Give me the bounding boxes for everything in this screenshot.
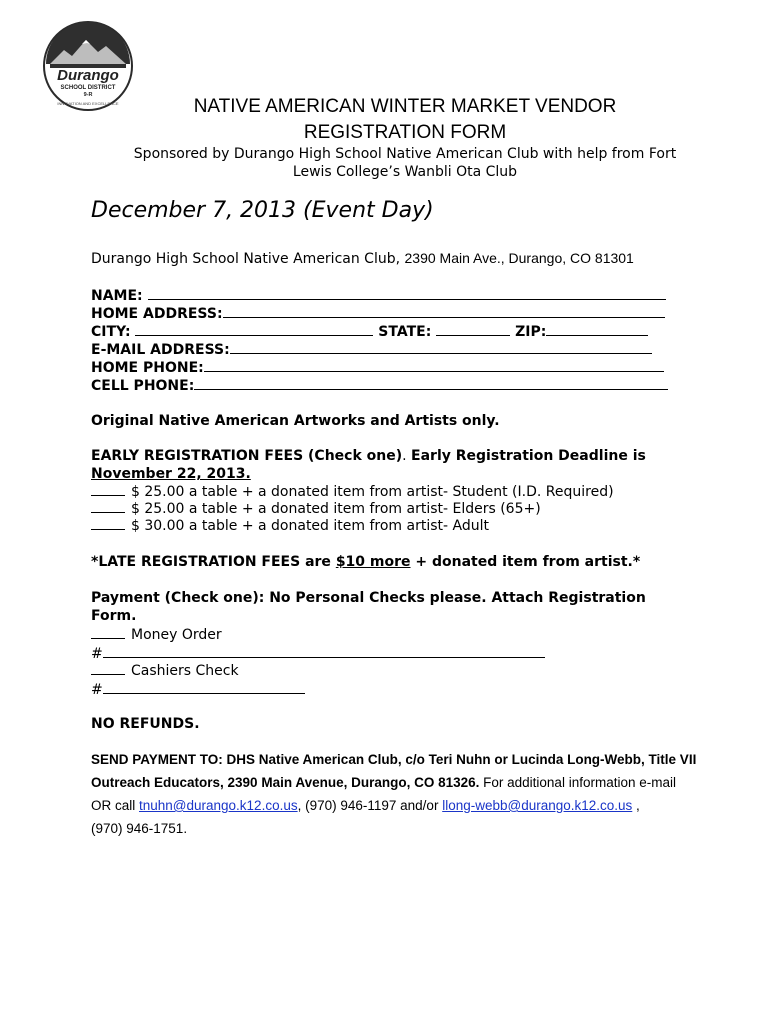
early-option-elders: [91, 500, 541, 518]
logo-name: Durango: [57, 67, 119, 84]
send-line3: [91, 794, 701, 817]
cashiers-check-label: Cashiers Check: [131, 663, 239, 679]
name-field: [91, 285, 666, 305]
sponsor-line1: Sponsored by Durango High School Native American Club with help from Fort: [133, 146, 677, 162]
payment-heading-line2: Form.: [91, 608, 137, 624]
early-option-elders-checkline[interactable]: [91, 500, 125, 513]
artworks-note: Original Native American Artworks and Artists only.: [91, 413, 500, 429]
zip-label: ZIP:: [510, 324, 547, 340]
logo-line1: SCHOOL DISTRICT: [60, 85, 116, 91]
send-bold-line2: Outreach Educators, 2390 Main Avenue, Durango, CO 81326.: [91, 775, 480, 790]
money-order-hash: #: [91, 646, 103, 662]
late-registration: [91, 553, 640, 571]
event-day: December 7, 2013 (Event Day): [91, 198, 434, 223]
club-street: 2390 Main Ave., Durango, CO 81301: [404, 250, 634, 266]
name-input-line[interactable]: [148, 285, 666, 300]
sponsor-line2: Lewis College’s Wanbli Ota Club: [292, 164, 518, 180]
form-title-line1: NATIVE AMERICAN WINTER MARKET VENDOR: [193, 96, 617, 117]
city-state-zip-field: [91, 321, 648, 341]
send-payment-block: [91, 748, 701, 840]
logo-motto: INNOVATION AND EXCELLENCE: [57, 101, 119, 106]
send-phone2: (970) 946-1751.: [91, 821, 188, 836]
late-amount: $10 more: [335, 554, 411, 570]
cashiers-check-checkline[interactable]: [91, 662, 125, 675]
early-option-adult: [91, 517, 489, 535]
cashiers-check-number: [91, 680, 305, 699]
early-option-adult-checkline[interactable]: [91, 517, 125, 530]
home-address-label: HOME ADDRESS:: [91, 306, 223, 322]
email-input-line[interactable]: [230, 339, 652, 354]
payment-heading-line1: Payment (Check one): No Personal Checks please. Attach Registration: [91, 590, 646, 606]
email-field: [91, 339, 652, 359]
late-prefix: *LATE REGISTRATION FEES are: [91, 554, 336, 570]
home-phone-label: HOME PHONE:: [91, 360, 204, 376]
money-order-label: Money Order: [131, 627, 222, 643]
city-label: CITY:: [91, 324, 136, 340]
early-option-student: [91, 483, 614, 501]
money-order-number-line[interactable]: [103, 644, 545, 658]
email-link-llong-webb[interactable]: llong-webb@durango.k12.co.us: [442, 798, 633, 813]
early-deadline-text: Early Registration Deadline is: [411, 448, 646, 464]
home-address-field: [91, 303, 665, 323]
club-address: [91, 250, 634, 267]
send-bold-line1: SEND PAYMENT TO: DHS Native American Club, c/o Teri Nuhn or Lucinda Long-Webb, Title VII: [91, 752, 697, 767]
no-refunds: NO REFUNDS.: [91, 716, 200, 732]
logo-line2: 9-R: [83, 92, 93, 98]
home-address-input-line[interactable]: [223, 303, 665, 318]
cell-phone-input-line[interactable]: [194, 375, 668, 390]
cashiers-check-option: [91, 662, 239, 680]
send-info: For additional information e-mail: [479, 775, 676, 790]
email-label: E-MAIL ADDRESS:: [91, 342, 230, 358]
state-input-line[interactable]: [436, 321, 510, 336]
state-label: STATE:: [373, 324, 437, 340]
form-title-line2: REGISTRATION FORM: [303, 122, 507, 143]
send-line2: [91, 771, 701, 794]
early-option-student-checkline[interactable]: [91, 483, 125, 496]
club-name: Durango High School Native American Club,: [91, 251, 405, 267]
early-option-adult-text: $ 30.00 a table + a donated item from artist- Adult: [131, 518, 489, 534]
early-fees-heading: EARLY REGISTRATION FEES (Check one): [91, 448, 403, 464]
cell-phone-label: CELL PHONE:: [91, 378, 195, 394]
cashiers-check-number-line[interactable]: [103, 680, 305, 694]
money-order-checkline[interactable]: [91, 626, 125, 639]
send-line1: [91, 748, 701, 771]
early-dot: .: [402, 448, 412, 464]
cell-phone-field: [91, 375, 668, 395]
name-label: NAME:: [91, 288, 148, 304]
early-deadline-date: November 22, 2013.: [91, 466, 251, 482]
zip-input-line[interactable]: [546, 321, 648, 336]
early-option-student-text: $ 25.00 a table + a donated item from artist- Student (I.D. Required): [131, 484, 614, 500]
send-tail: ,: [632, 798, 640, 813]
late-suffix: + donated item from artist.*: [410, 554, 641, 570]
send-phone1: , (970) 946-1197 and/or: [297, 798, 443, 813]
city-input-line[interactable]: [135, 321, 373, 336]
send-line4: [91, 817, 701, 840]
send-or-call: OR call: [91, 798, 140, 813]
early-registration-heading: [91, 447, 646, 465]
home-phone-field: [91, 357, 664, 377]
cashiers-check-hash: #: [91, 682, 103, 698]
email-link-tnuhn[interactable]: tnuhn@durango.k12.co.us: [139, 798, 298, 813]
money-order-option: [91, 626, 222, 644]
early-option-elders-text: $ 25.00 a table + a donated item from artist- Elders (65+): [131, 501, 541, 517]
home-phone-input-line[interactable]: [204, 357, 664, 372]
money-order-number: [91, 644, 545, 663]
